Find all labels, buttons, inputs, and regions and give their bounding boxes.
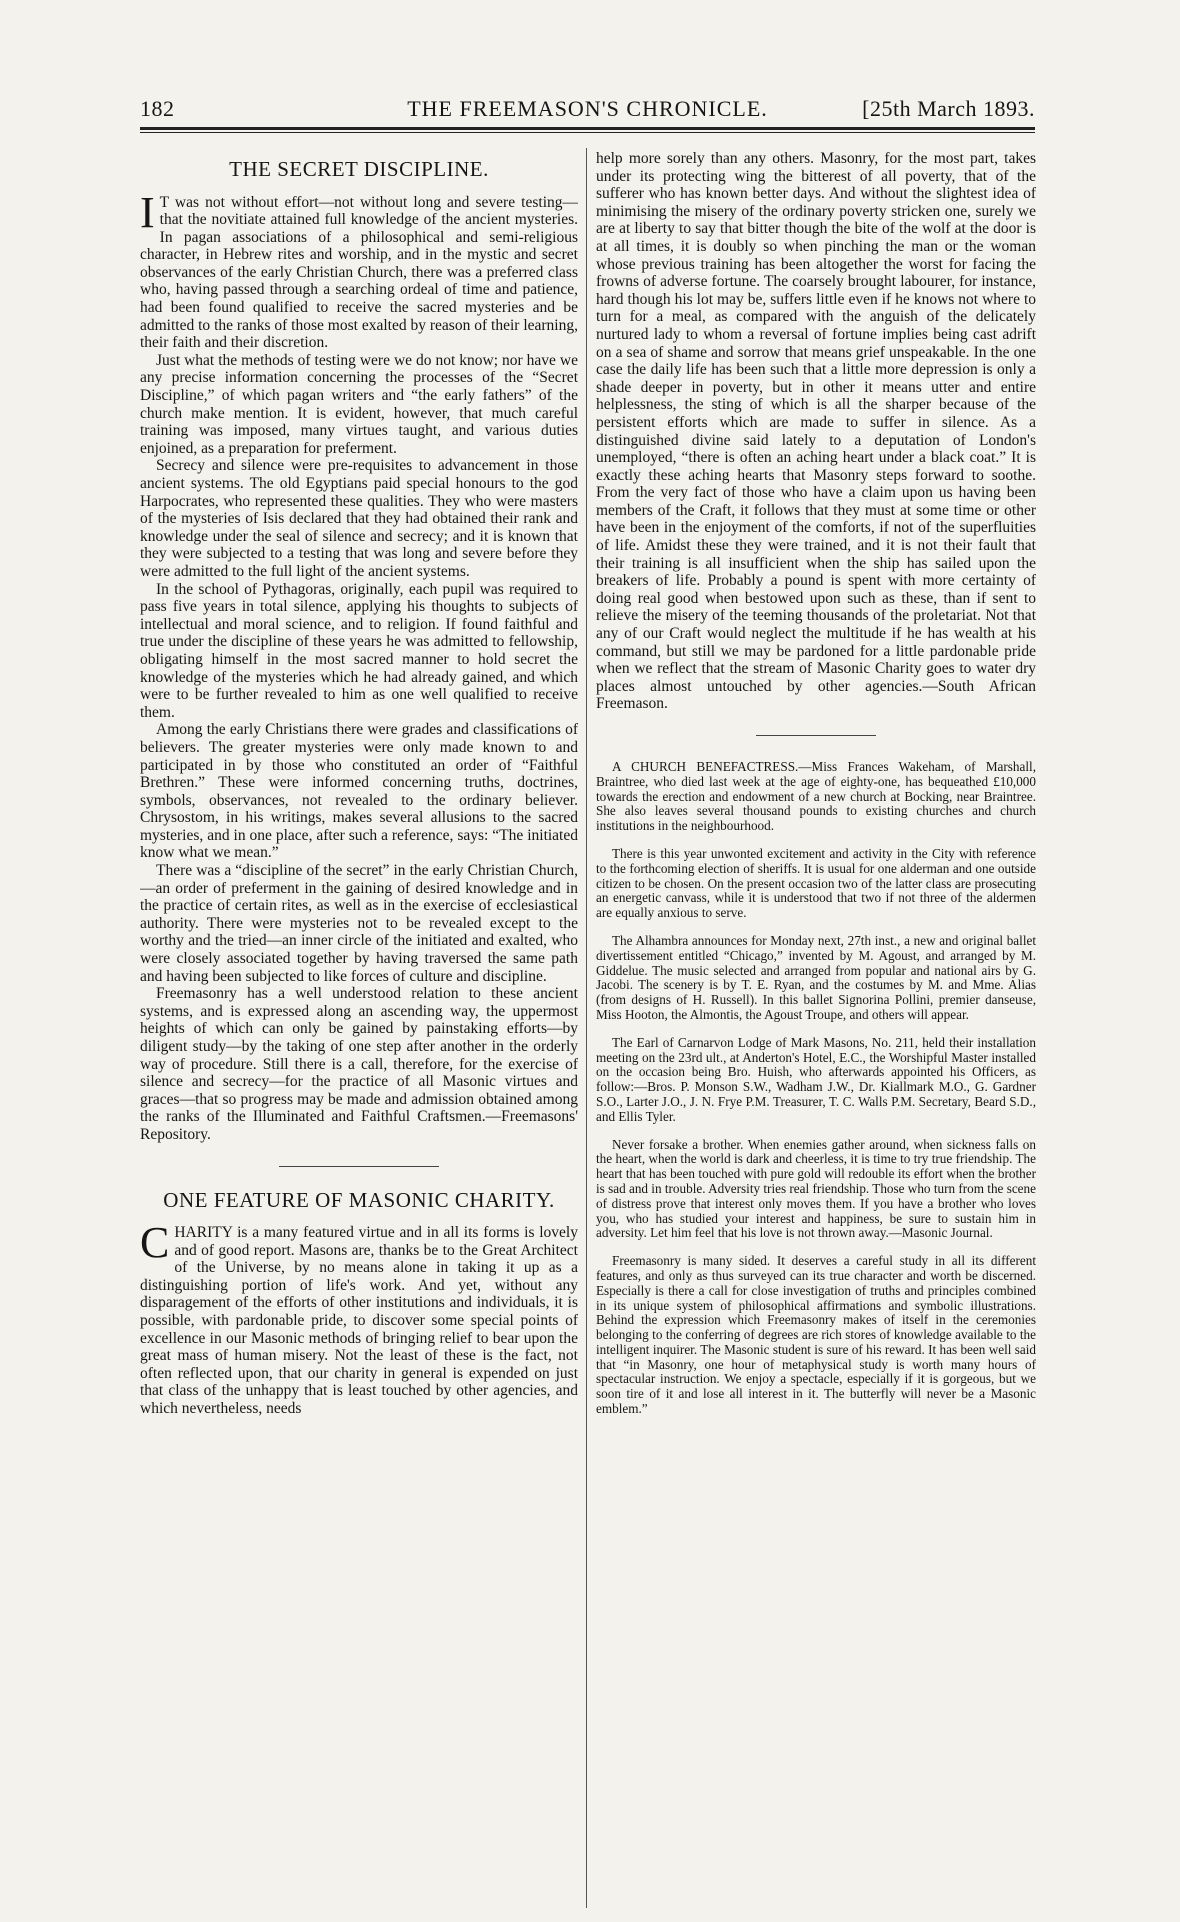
note-city-sheriffs: There is this year unwonted excitement and activity in the City with reference to the forthcoming election of sheriffs. It is usual for one alderman and one outside citizen to be chosen. On the present occasion two of the latter class are prosecuting an energetic canvass, while it is understood that two if not three of the aldermen are equally anxious to serve. (596, 845, 1036, 921)
note-alhambra-ballet: The Alhambra announces for Monday next, 27th inst., a new and original ballet divertissement entitled “Chicago,” invented by M. Agoust, and arranged by M. Giddelue. The music selected and arranged from popular and national airs by G. Jacobi. The scenery is by T. E. Ryan, and the costumes by M. and Mme. Alias (from designs of H. Russell). In this ballet Signorina Pollini, premier danseuse, Miss Hooton, the Almontis, the Agoust Troupe, and others will appear. (596, 932, 1036, 1022)
issue-date: [25th March 1893. (862, 96, 1035, 121)
paragraph: In the school of Pythagoras, originally, each pupil was required to pass five years in total silence, applying his thoughts to subjects of intellectual and moral science, and to religion. If found faithful and true under the discipline of these years he was admitted to fellowship, obligating himself in the most sacred manner to hold secret the knowledge of the mysteries which he had already gained, and which were to be further revealed to him as one well qualified to receive them. (140, 580, 578, 721)
paragraph: Freemasonry has a well understood relation to these ancient systems, and is expressed along an ascending way, the uppermost heights of which can only be gained by painstaking efforts—by diligent study—by the taking of one step after another in the orderly way of procedure. Still there is a call, therefore, for the exercise of silence and secrecy—for the practice of all Masonic virtues and graces—that so progress may be made and admission obtained among the ranks of the Illuminated and Faithful Craftsmen.—Freemasons' Repository. (140, 985, 578, 1143)
paragraph: help more sorely than any others. Masonry, for the most part, takes under its protecting wing the bitterest of all poverty, that of the sufferer who has known better days. And without the slightest idea of minimising the misery of the ordinary poverty stricken one, surely we are at liberty to say that bitter though the bite of the wolf at the door is at all times, it is doubly so when pinching the man or the woman whose previous training has been altogether the worst for facing the frowns of adverse fortune. The coarsely brought labourer, for instance, hard though his lot may be, suffers little even if he knows not where to turn for a meal, as compared with the anguish of the delicately nurtured lady to whom a reversal of fortune implies being cast adrift on a sea of shame and sorrow that means grief unspeakable. In the one case the daily life has been such that a little more depression is only a shade deeper in poverty, but in other it means utter and entire helplessness, the sting of which is all the sharper because of the persistent efforts which are made to suffer in silence. As a distinguished divine said lately to a deputation of London's unemployed, “there is often an aching heart under a black coat.” It is exactly these aching hearts that Masonry steps forward to soothe. From the very fact of those who have a claim upon us having been members of the Craft, it follows that they must at some time or other have been in the enjoyment of the comforts, if not of the superfluities of life. Amidst these they were trained, and it is not their fault that their training is all insufficient when the ship has sailed upon the breakers of life. Probably a pound is spent with more certainty of doing real good when bestowed upon such as these, than if sent to relieve the misery of the teeming thousands of the proletariat. Not that any of our Craft would neglect the multitude if he has wealth at his command, but still we may be pardoned for a little pardonable pride when we reflect that the stream of Masonic Charity goes to water dry places almost untouched by other agencies.—South African Freemason. (596, 150, 1036, 713)
article-continuation-masonic-charity (596, 150, 1036, 713)
article-title-secret-discipline: THE SECRET DISCIPLINE. (229, 157, 489, 181)
note-carnarvon-lodge: The Earl of Carnarvon Lodge of Mark Masons, No. 211, held their installation meeting on the 23rd ult., at Anderton's Hotel, E.C., the Worshipful Master installed on the occasion being Bro. Huish, who afterwards appointed his Officers, as follow:—Bros. P. Monson S.W., Wadham J.W., Dr. Kiallmark M.O., G. Gardner S.O., Larter J.O., J. N. Frye P.M. Treasurer, T. C. Walls P.M. Secretary, Beard S.D., and Ellis Tyler. (596, 1034, 1036, 1124)
paragraph: There was a “discipline of the secret” in the early Christian Church,—an order of preferment in the gaining of desired knowledge and in the practice of certain rites, as well as in the exercise of ecclesiastical authority. There were mysteries not to be revealed except to the worthy and the tried—an inner circle of the initiated and exalted, who were closely associated together by having traversed the same path and having been subjected to like forces of culture and discipline. (140, 862, 578, 985)
note-church-benefactress: A CHURCH BENEFACTRESS.—Miss Frances Wakeham, of Marshall, Braintree, who died last week at the age of eighty-one, has bequeathed £10,000 towards the erection and endowment of a new church at Bocking, near Braintree. She also leaves several thousand pounds to existing churches and church institutions in the neighbourhood. (596, 759, 1036, 834)
news-notes (596, 760, 1036, 1417)
article-body-secret-discipline (140, 187, 578, 1144)
note-never-forsake-brother: Never forsake a brother. When enemies gather around, when sickness falls on the heart, when the world is dark and cheerless, it is time to try true friendship. The heart that has been touched with pure gold will redouble its effort when the brother is sad and in trouble. Adversity tries real friendship. Those who turn from the scene of distress prove that interest only moves them. If you have a brother who loves you, who has studied your interest and happiness, be sure to sustain him in adversity. Let him feel that his love is not thrown away.—Masonic Journal. (596, 1136, 1036, 1241)
paragraph: Among the early Christians there were grades and classifications of believers. The greater mysteries were only made known to and participated in by those who constituted an order of “Faithful Brethren.” These were informed concerning truths, doctrines, symbols, observances, not revealed to the ordinary believer. Chrysostom, in his writings, makes several allusions to the sacred mysteries, and in one place, after such a reference, says: “The initiated know what we mean.” (140, 721, 578, 862)
page-number: 182 (140, 96, 175, 121)
header-rule-thin (140, 132, 1035, 133)
header-rule-thick (140, 127, 1035, 130)
column-divider (586, 148, 587, 1908)
paragraph: IT was not without effort—not without long and severe testing—that the novitiate attained full knowledge of the ancient mysteries. In pagan associations of a philosophical and semi-religious character, in Hebrew rites and worship, and in the mystic and secret observances of the early Christian Church, there was a preferred class who, having passed through a searching ordeal of time and patience, had been found qualified to receive the sacred mysteries and be admitted to the ranks of those most exalted by reason of their learning, their faith and their discretion. (140, 187, 578, 352)
masthead (140, 96, 1035, 126)
article-title-masonic-charity: ONE FEATURE OF MASONIC CHARITY. (163, 1187, 555, 1212)
article-body-masonic-charity (140, 1218, 578, 1418)
article-separator (756, 735, 876, 736)
left-column (140, 150, 578, 1915)
paragraph: Secrecy and silence were pre-requisites to advancement in those ancient systems. The old Egyptians paid special honours to the god Harpocrates, who represented these qualities. They who were masters of the mysteries of Isis declared that they had obtained their rank and knowledge under the seal of silence and secrecy; and it is known that they were subjected to a testing that was long and severe before they were admitted to the full light of the ancient systems. (140, 457, 578, 580)
right-column (596, 150, 1036, 1915)
note-freemasonry-many-sided: Freemasonry is many sided. It deserves a careful study in all its different features, and only as thus surveyed can its true character and worth be discerned. Especially is there a call for close investigation of truths and principles combined in its unique system of philosophical affirmations and symbolic illustrations. Behind the expression which Freemasonry makes of itself in the ceremonies belonging to the conferring of degrees are rich stores of knowledge available to the intelligent inquirer. The Masonic student is sure of his reward. It has been well said that “in Masonry, one hour of metaphysical study is worth many hours of spectacular instruction. We enjoy a spectacle, especially if it is gorgeous, but we soon tire of it and lose all interest in it. The butterfly will never be a Masonic emblem.” (596, 1253, 1036, 1417)
article-separator (279, 1166, 439, 1167)
paragraph: Just what the methods of testing were we do not know; nor have we any precise information concerning the processes of the “Secret Discipline,” of which pagan writers and “the early fathers” of the church make mention. It is evident, however, that much careful training was imposed, many virtues taught, and various duties enjoined, as a preparation for preferment. (140, 351, 578, 457)
publication-title: THE FREEMASON'S CHRONICLE. (407, 96, 768, 121)
paragraph: CHARITY is a many featured virtue and in all its forms is lovely and of good report. Masons are, thanks be to the Great Architect of the Universe, by no means alone in taking it up as a distinguishing portion of life's work. And yet, without any disparagement of the efforts of other institutions and individuals, it is possible, with pardonable pride, to discover some special points of excellence in our Masonic methods of bringing relief to bear upon the great mass of human misery. Not the least of these is the fact, not often reflected upon, that our charity in general is expended on just that class of the unhappy that is least touched by other agencies, and which nevertheless, needs (140, 1218, 578, 1418)
